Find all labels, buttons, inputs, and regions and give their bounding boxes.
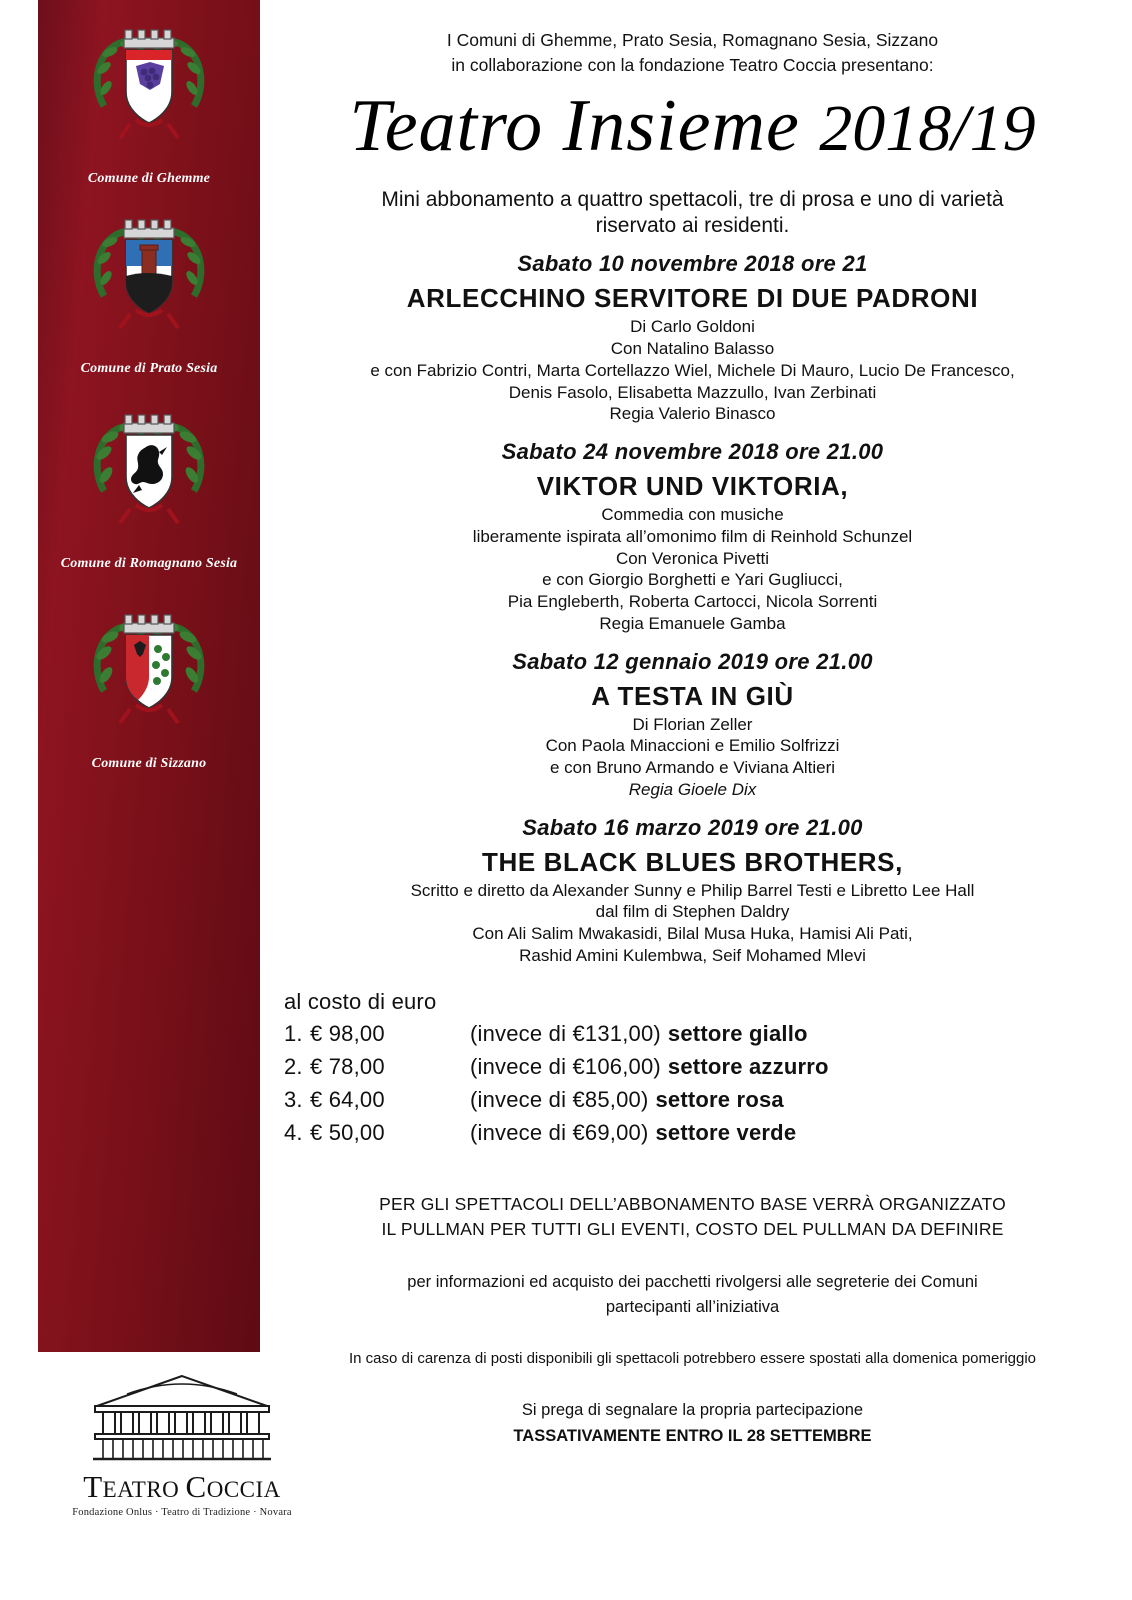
show-credit-line: Scritto e diretto da Alexander Sunny e Philip Barrel Testi e Libretto Lee Hall [410,880,975,900]
rsvp-note [270,1398,1115,1449]
coat-of-arms-ghemme-icon [84,28,214,168]
price-list [270,989,1115,1146]
bus-note-line-2: IL PULLMAN PER TUTTI GLI EVENTI, COSTO DEL PULLMAN DA DEFINIRE [381,1218,1004,1239]
info-note-line-1: per informazioni ed acquisto dei pacchetti rivolgersi alle segreterie dei Comuni [407,1273,978,1292]
price-original: (invece di €131,00) [470,1020,661,1046]
price-index: 3. [284,1086,303,1112]
bus-note [270,1192,1115,1243]
show-title: THE BLACK BLUES BROTHERS, [482,846,903,877]
show-credit-line: Commedia con musiche [601,505,784,524]
price-original: (invece di €85,00) [470,1086,649,1112]
footer-brand-subtitle: Fondazione Onlus · Teatro di Tradizione · Novara [72,1507,292,1518]
bus-note-line-1: PER GLI SPETTACOLI DELL’ABBONAMENTO BASE VERRÀ ORGANIZZATO [379,1193,1006,1214]
footer-brand-c: C [185,1469,207,1504]
theatre-building-icon [57,1372,307,1462]
poster-content [270,0,1115,1600]
title-year: 2018/19 [819,91,1036,165]
show-credit-line: Regia Gioele Dix [628,779,757,799]
show-title: A TESTA IN GIÙ [591,680,794,711]
price-row [284,1054,1115,1080]
price-original: (invece di €106,00) [470,1053,661,1079]
notes-section [270,1192,1115,1450]
show-credit-line: Di Florian Zeller [632,714,753,734]
footer-brand-t: T [83,1469,103,1504]
presenters-line-2: in collaborazione con la fondazione Teatro Coccia presentano: [451,55,934,76]
show-credit-line: liberamente ispirata all’omonimo film di Reinhold Schunzel [472,526,913,546]
show-date: Sabato 10 novembre 2018 ore 21 [517,251,868,277]
presenters-line-1: I Comuni di Ghemme, Prato Sesia, Romagnano Sesia, Sizzano [446,30,939,50]
show-credit-line: Regia Emanuele Gamba [599,613,786,633]
price-row [284,1021,1115,1047]
footer-brand-rest: EATRO [102,1477,186,1502]
price-amount: € 50,00 [310,1119,385,1145]
coat-of-arms-romagnano-sesia-icon [84,413,214,553]
footer-brand-rest2: OCCIA [206,1477,281,1502]
crest-caption: Comune di Sizzano [91,756,207,771]
coat-of-arms-column [38,0,260,1352]
price-sector: settore rosa [655,1086,784,1112]
show-title: ARLECCHINO SERVITORE DI DUE PADRONI [406,283,979,314]
info-note [270,1270,1115,1320]
show-credit-line: Denis Fasolo, Elisabetta Mazzullo, Ivan Zerbinati [508,382,877,402]
crest-block-sizzano [38,613,260,772]
show-credit-line: dal film di Stephen Daldry [595,902,790,922]
price-amount: € 98,00 [310,1020,385,1046]
price-row [284,1087,1115,1113]
rsvp-deadline: TASSATIVAMENTE ENTRO IL 28 SETTEMBRE [513,1426,872,1445]
info-note-line-2: partecipanti all’iniziativa [605,1298,780,1316]
coat-of-arms-prato-sesia-icon [84,218,214,358]
price-amount: € 64,00 [310,1086,385,1112]
price-original: (invece di €69,00) [470,1119,649,1145]
price-sector: settore giallo [667,1020,808,1046]
show-entry [270,649,1115,801]
title-main: Teatro Insieme [349,84,800,167]
show-credit-line: Con Natalino Balasso [610,339,775,358]
show-date: Sabato 16 marzo 2019 ore 21.00 [522,814,863,840]
subtitle-line-2: riservato ai residenti. [595,214,790,237]
price-index: 2. [284,1053,303,1079]
show-credit-line: e con Fabrizio Contri, Marta Cortellazzo Wiel, Michele Di Mauro, Lucio De Francesco, [370,360,1015,380]
price-index: 1. [284,1020,303,1046]
presenters-block [270,28,1115,79]
show-credit-line: Con Ali Salim Mwakasidi, Bilal Musa Huka, Hamisi Ali Pati, [472,924,913,943]
crest-caption: Comune di Prato Sesia [80,361,218,376]
show-credit-line: Di Carlo Goldoni [630,317,755,337]
teatro-coccia-logo [52,1372,312,1518]
show-title: VIKTOR UND VIKTORIA, [536,471,849,501]
footer-brand-name [52,1469,312,1505]
price-sector: settore verde [655,1119,797,1145]
show-entry [270,815,1115,967]
show-credit-line: Regia Valerio Binasco [609,404,776,424]
show-entry [270,251,1115,425]
show-credit-line: Rashid Amini Kulembwa, Seif Mohamed Mlevi [519,945,866,965]
show-credit-line: Con Paola Minaccioni e Emilio Solfrizzi [545,736,840,756]
poster-subtitle [270,187,1115,240]
price-index: 4. [284,1119,303,1145]
show-date: Sabato 12 gennaio 2019 ore 21.00 [512,648,873,674]
poster-title [270,84,1115,185]
price-row [284,1120,1115,1146]
show-date: Sabato 24 novembre 2018 ore 21.00 [501,439,884,464]
subtitle-line-1: Mini abbonamento a quattro spettacoli, tre di prosa e uno di varietà [381,187,1004,211]
availability-note: In caso di carenza di posti disponibili gli spettacoli potrebbero essere spostati alla domenica pomeriggio [348,1349,1037,1367]
crest-caption: Comune di Romagnano Sesia [60,556,238,571]
crest-caption: Comune di Ghemme [87,171,211,186]
show-credit-line: e con Bruno Armando e Viviana Altieri [549,758,836,777]
crest-block-ghemme [38,28,260,187]
price-amount: € 78,00 [310,1053,385,1079]
show-credit-line: e con Giorgio Borghetti e Yari Gugliucci, [542,570,843,590]
show-entry [270,439,1115,635]
show-credit-line: Pia Engleberth, Roberta Cartocci, Nicola Sorrenti [507,592,878,611]
crest-block-prato-sesia [38,218,260,377]
crest-block-romagnano-sesia [38,413,260,572]
show-credit-line: Con Veronica Pivetti [615,548,770,568]
price-list-heading: al costo di euro [284,988,437,1014]
price-sector: settore azzurro [667,1053,829,1079]
coat-of-arms-sizzano-icon [84,613,214,753]
rsvp-line-1: Si prega di segnalare la propria partecipazione [521,1401,864,1420]
